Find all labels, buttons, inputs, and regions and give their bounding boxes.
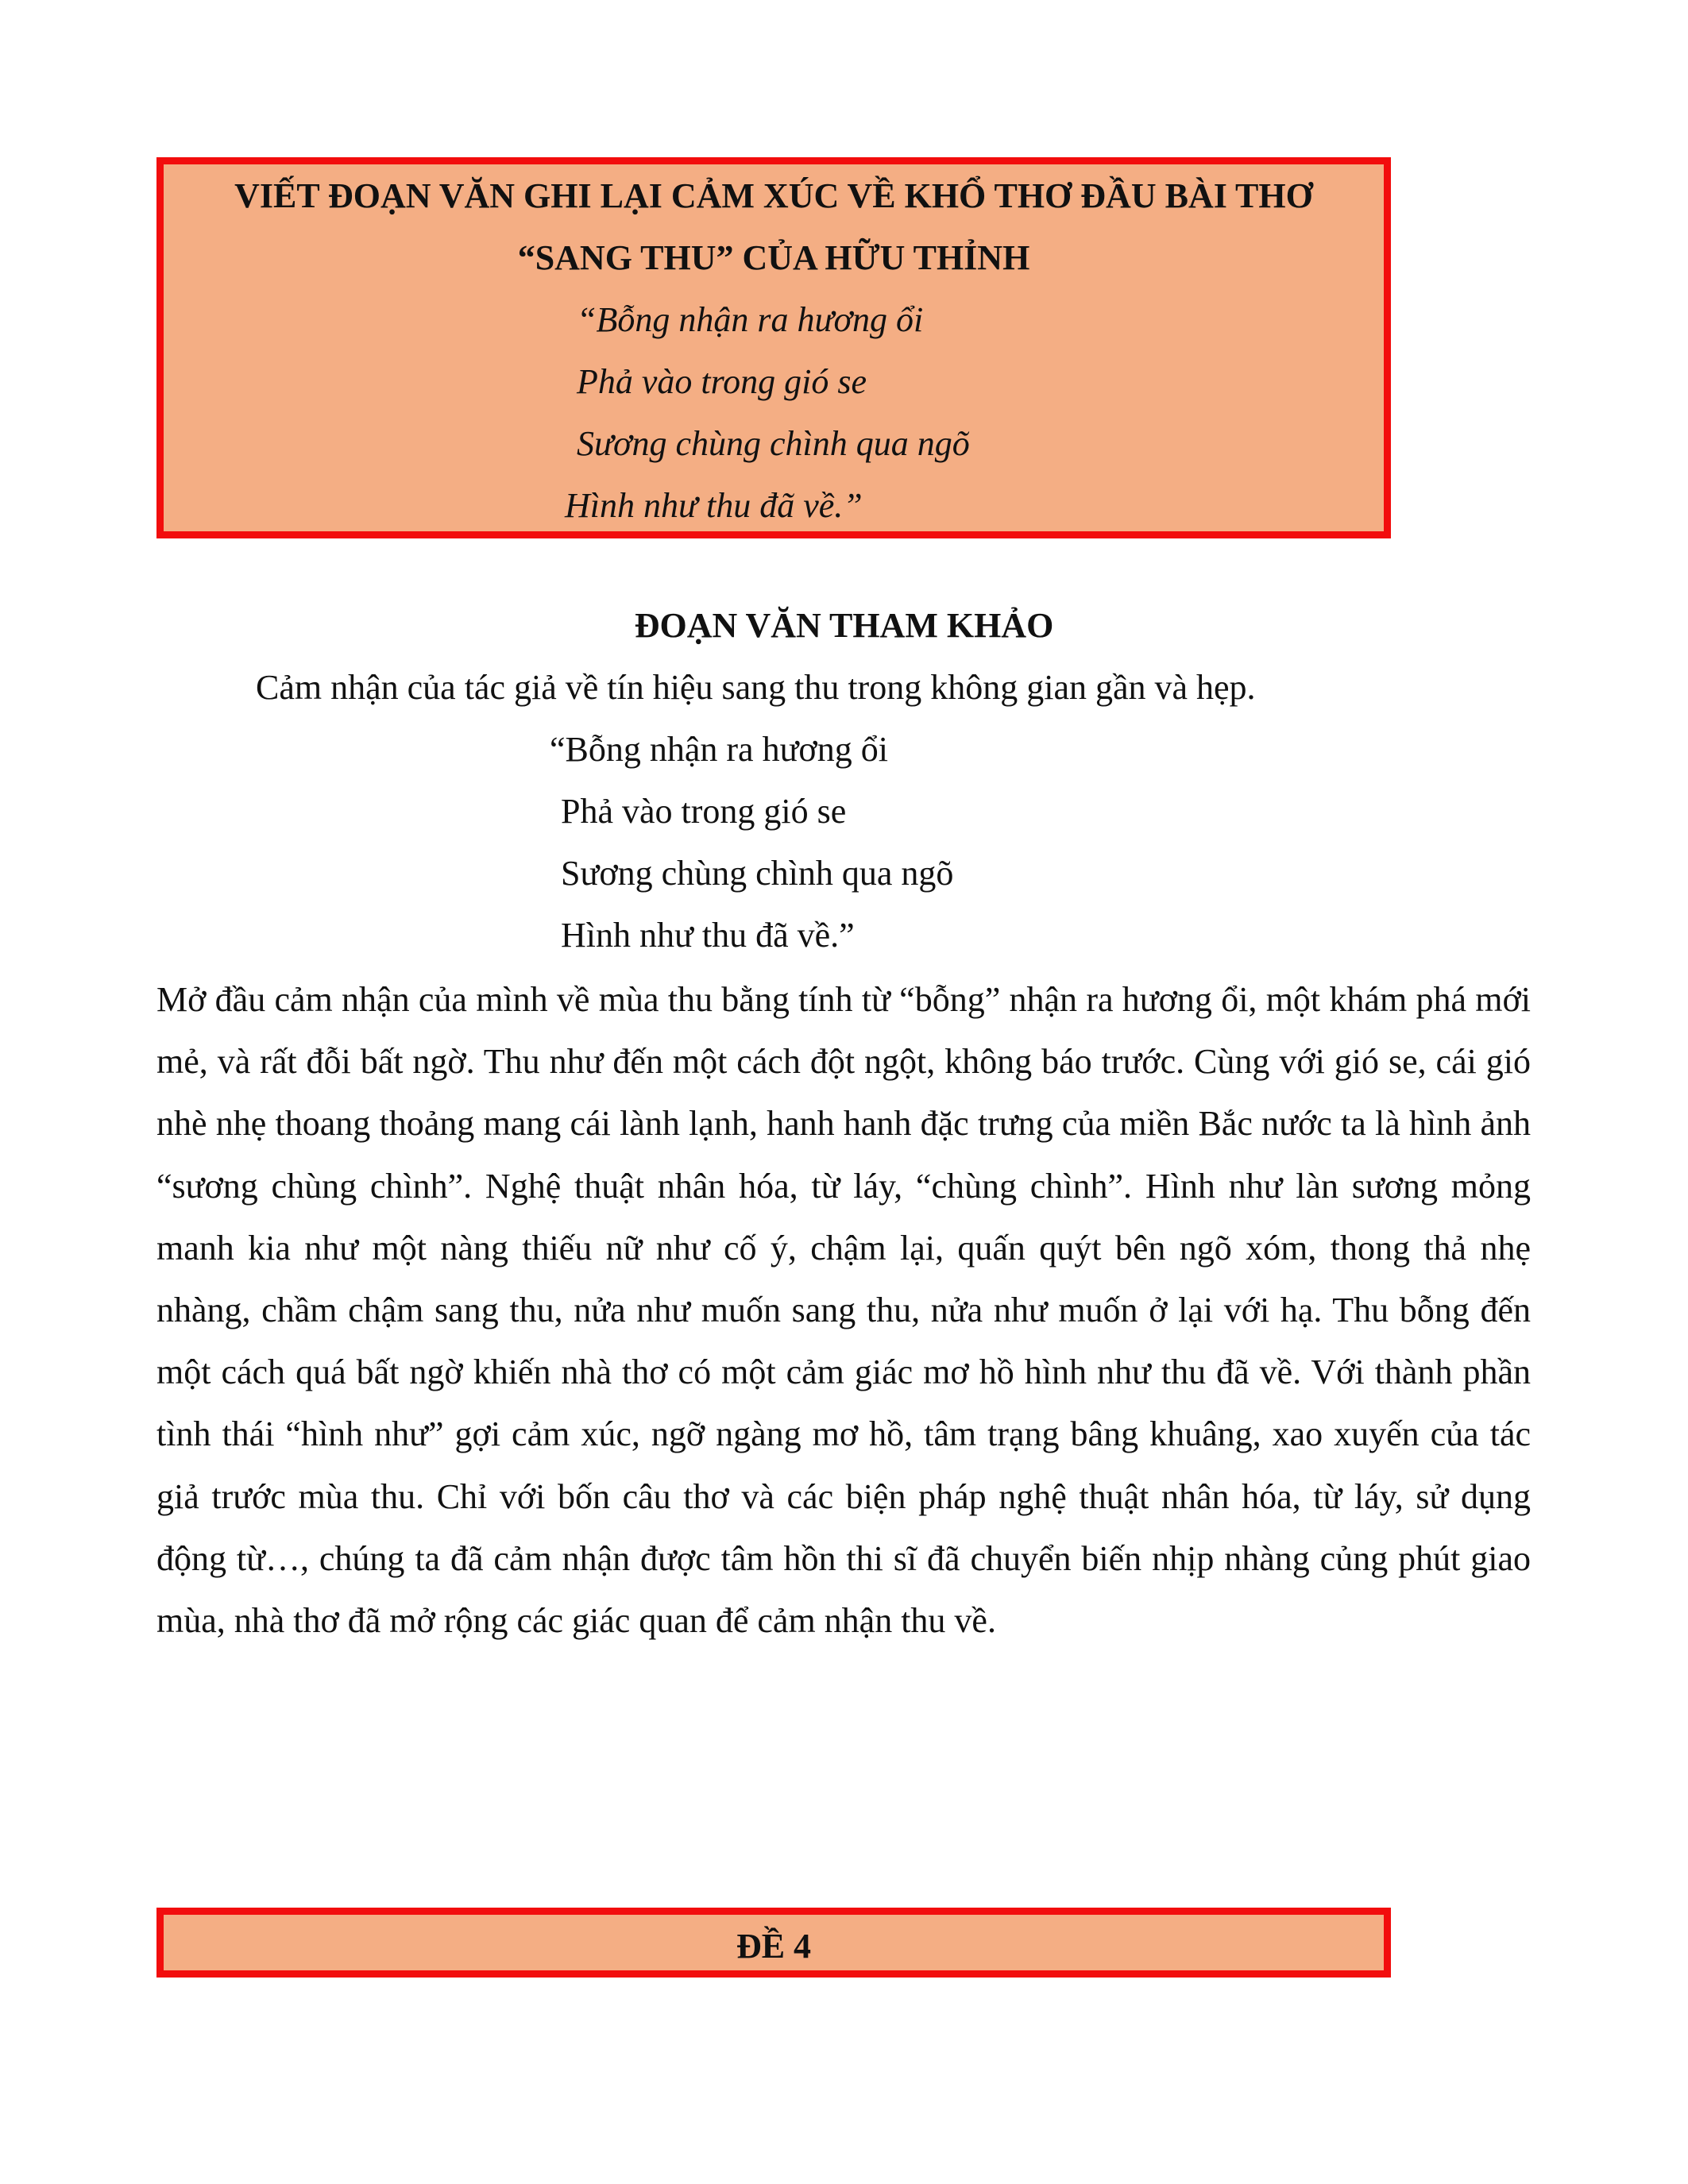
title-line-2: “SANG THU” CỦA HỮU THỈNH xyxy=(517,238,1030,277)
de-box xyxy=(156,1908,1391,1978)
reference-paragraph: Mở đầu cảm nhận của mình về mùa thu bằng tính từ “bỗng” nhận ra hương ổi, một khám phá mới mẻ, và rất đỗi bất ngờ. Thu như đến một cách đột ngột, không báo trước. Cùng với gió se, cái gió nhè nhẹ thoang thoảng mang cái lành lạnh, hanh hanh đặc trưng của miền Bắc nước ta là hình ảnh “sương chùng chình”. Nghệ thuật nhân hóa, từ láy, “chùng chình”. Hình như làn sương mỏng manh kia như một nàng thiếu nữ như cố ý, chậm lại, quấn quýt bên ngõ xóm, thong thả nhẹ nhàng, chầm chậm sang thu, nửa như muốn sang thu, nửa như muốn ở lại với hạ. Thu bỗng đến một cách quá bất ngờ khiến nhà thơ có một cảm giác mơ hồ hình như thu đã về. Với thành phần tình thái “hình như” gợi cảm xúc, ngỡ ngàng mơ hồ, tâm trạng bâng khuâng, xao xuyến của tác giả trước mùa thu. Chỉ với bốn câu thơ và các biện pháp nghệ thuật nhân hóa, từ láy, sử dụng động từ…, chúng ta đã cảm nhận được tâm hồn thi sĩ đã chuyển biến nhịp nhàng củng phút giao mùa, nhà thơ đã mở rộng các giác quan để cảm nhận thu về. xyxy=(156,980,1531,1641)
header-poem-line-2: Phả vào trong gió se xyxy=(577,362,867,401)
header-poem-line-1: “Bỗng nhận ra hương ổi xyxy=(577,300,924,339)
header-poem-line-3: Sương chùng chình qua ngõ xyxy=(577,424,970,463)
title-line-1: VIẾT ĐOẠN VĂN GHI LẠI CẢM XÚC VỀ KHỔ THƠ ĐẦU BÀI THƠ xyxy=(234,176,1313,215)
title-box xyxy=(156,157,1391,538)
reference-poem-line-3: Sương chùng chình qua ngõ xyxy=(561,854,954,893)
header-poem-line-4: Hình như thu đã về.” xyxy=(565,486,863,525)
reference-poem-line-1: “Bỗng nhận ra hương ổi xyxy=(550,730,888,769)
de-label: ĐỀ 4 xyxy=(736,1927,812,1966)
reference-poem-line-4: Hình như thu đã về.” xyxy=(561,916,855,955)
reference-intro: Cảm nhận của tác giả về tín hiệu sang thu trong không gian gần và hẹp. xyxy=(256,668,1256,707)
reference-heading: ĐOẠN VĂN THAM KHẢO xyxy=(634,606,1054,645)
reference-poem-line-2: Phả vào trong gió se xyxy=(561,792,847,831)
